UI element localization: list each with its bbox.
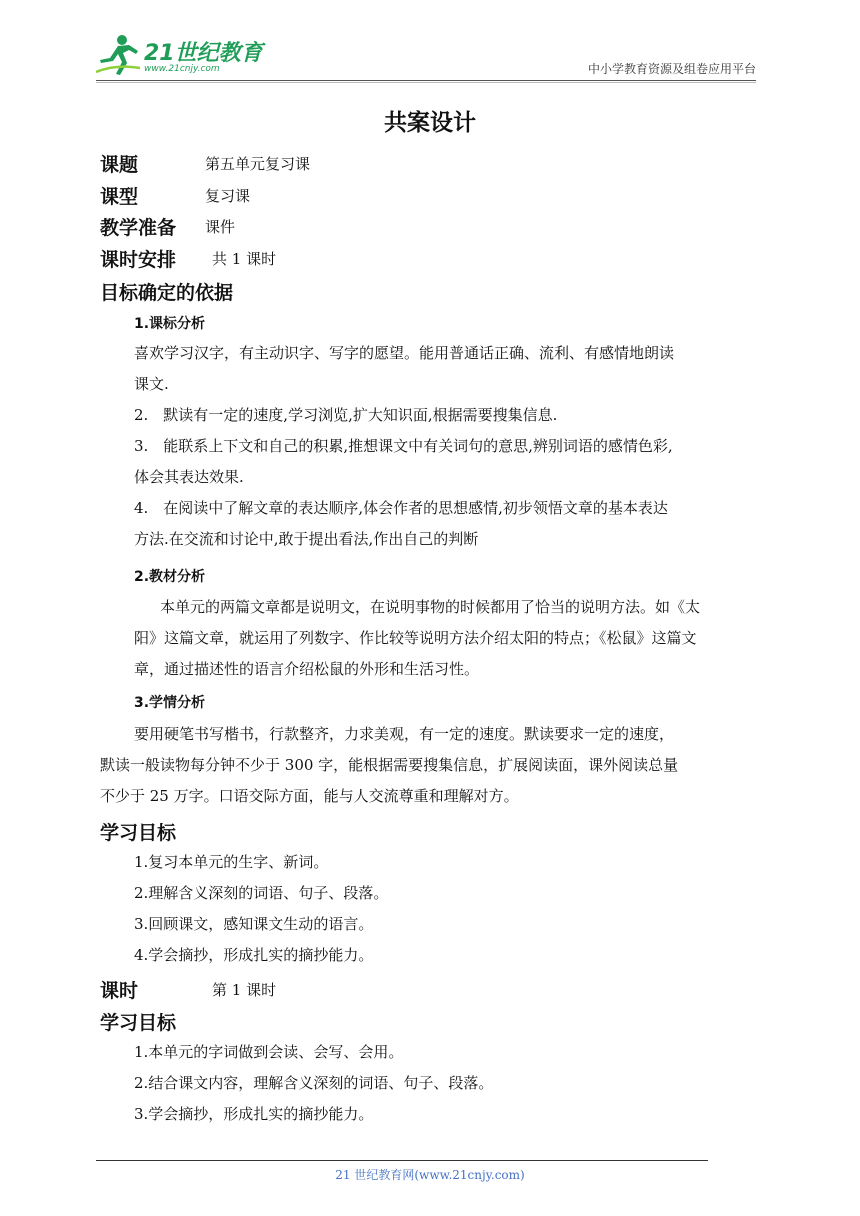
header-divider-thin <box>96 82 756 83</box>
goal-item: 4.学会摘抄，形成扎实的摘抄能力。 <box>134 946 374 964</box>
curriculum-line: 2. 默读有一定的速度,学习浏览,扩大知识面,根据需要搜集信息. <box>134 406 558 424</box>
curriculum-line: 3. 能联系上下文和自己的积累,推想课文中有关词句的意思,辨别词语的感情色彩, <box>134 437 673 455</box>
student-line: 默读一般读物每分钟不少于 300 字，能根据需要搜集信息，扩展阅读面，课外阅读总量 <box>100 756 679 774</box>
footer-divider <box>96 1160 708 1161</box>
material-line: 本单元的两篇文章都是说明文，在说明事物的时候都用了恰当的说明方法。如《太 <box>160 598 701 616</box>
goal2-item: 2.结合课文内容，理解含义深刻的词语、句子、段落。 <box>134 1074 494 1092</box>
lesson-value: 第 1 课时 <box>212 981 277 999</box>
goals2-heading: 学习目标 <box>100 1012 177 1034</box>
type-label: 课型 <box>100 186 139 208</box>
logo-url: www.21cnjy.com <box>144 64 220 74</box>
goal-item: 2.理解含义深刻的词语、句子、段落。 <box>134 884 389 902</box>
student-heading: 3.学情分析 <box>134 695 206 711</box>
site-logo <box>96 34 266 78</box>
goal-item: 3.回顾课文，感知课文生动的语言。 <box>134 915 374 933</box>
topic-value: 第五单元复习课 <box>205 155 311 173</box>
topic-label: 课题 <box>100 154 139 176</box>
curriculum-heading: 1.课标分析 <box>134 316 206 332</box>
basis-heading: 目标确定的依据 <box>100 282 234 304</box>
header-divider <box>96 80 756 81</box>
curriculum-line: 4. 在阅读中了解文章的表达顺序,体会作者的思想感情,初步领悟文章的基本表达 <box>134 499 668 517</box>
material-heading: 2.教材分析 <box>134 569 206 585</box>
footer-link[interactable]: 21 世纪教育网(www.21cnjy.com) <box>335 1168 525 1182</box>
curriculum-line: 方法.在交流和讨论中,敢于提出看法,作出自己的判断 <box>134 530 479 548</box>
schedule-label: 课时安排 <box>100 249 177 271</box>
goal2-item: 1.本单元的字词做到会读、会写、会用。 <box>134 1043 404 1061</box>
runner-logo-icon <box>96 34 140 76</box>
schedule-value: 共 1 课时 <box>212 250 277 268</box>
platform-name: 中小学教育资源及组卷应用平台 <box>587 62 756 76</box>
material-line: 章，通过描述性的语言介绍松鼠的外形和生活习性。 <box>134 660 480 678</box>
goals-heading: 学习目标 <box>100 822 177 844</box>
material-line: 阳》这篇文章，就运用了列数字、作比较等说明方法介绍太阳的特点；《松鼠》这篇文 <box>134 629 697 647</box>
page-title: 共案设计 <box>384 110 476 136</box>
goal-item: 1.复习本单元的生字、新词。 <box>134 853 329 871</box>
prep-label: 教学准备 <box>100 217 177 239</box>
type-value: 复习课 <box>205 187 251 205</box>
logo-text: 21世纪教育 <box>144 41 263 66</box>
curriculum-line: 喜欢学习汉字，有主动识字、写字的愿望。能用普通话正确、流利、有感情地朗读 <box>134 344 675 362</box>
prep-value: 课件 <box>205 218 236 236</box>
goal2-item: 3.学会摘抄，形成扎实的摘抄能力。 <box>134 1105 374 1123</box>
curriculum-line: 体会其表达效果. <box>134 468 244 486</box>
curriculum-line: 课文. <box>134 375 169 393</box>
student-line: 要用硬笔书写楷书，行款整齐，力求美观，有一定的速度。默读要求一定的速度， <box>134 725 675 743</box>
lesson-label: 课时 <box>100 980 139 1002</box>
student-line: 不少于 25 万字。口语交际方面，能与人交流尊重和理解对方。 <box>100 787 519 805</box>
